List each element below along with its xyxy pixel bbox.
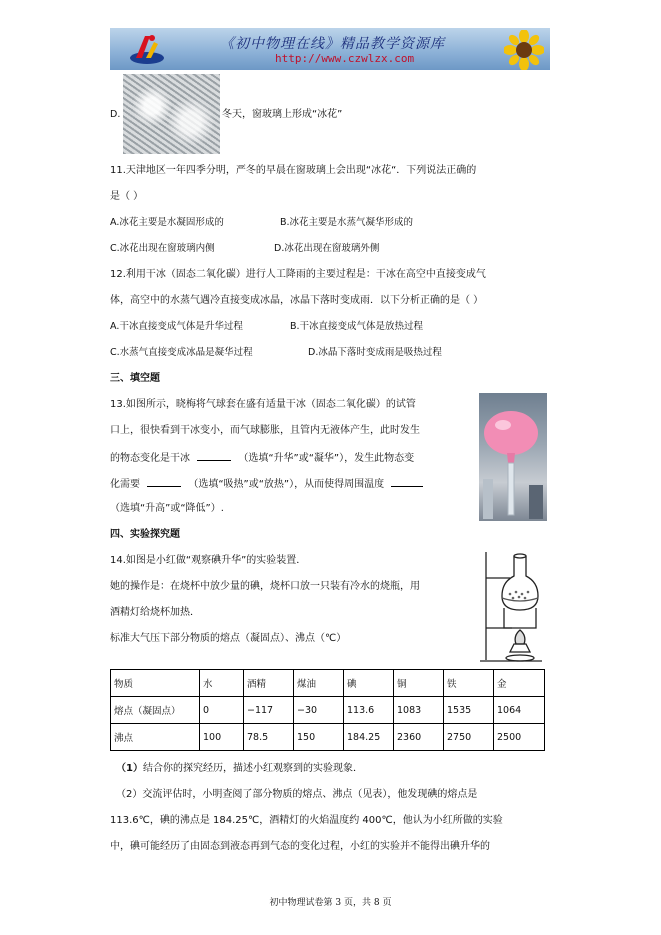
sunflower-icon [504, 30, 544, 70]
q13-line3-start: 的物态变化是干冰 [110, 453, 190, 464]
q13-blank-1[interactable] [197, 450, 231, 461]
table-header-row [111, 670, 545, 697]
table-header-cell: 酒精 [244, 670, 294, 697]
iodine-sublimation-apparatus-icon [480, 548, 545, 666]
section4-heading: 四、实验探究题 [110, 529, 180, 540]
table-cell: 沸点 [111, 724, 200, 751]
q14-line2: 她的操作是：在烧杯中放少量的碘，烧杯口放一只装有冷水的烧瓶，用 [110, 581, 420, 592]
q12-option-c: C.水蒸气直接变成冰晶是凝华过程 [110, 347, 253, 358]
q12-option-d: D.冰晶下落时变成雨是吸热过程 [308, 347, 442, 358]
q10-option-d-text: 冬天，窗玻璃上形成“冰花” [222, 109, 343, 120]
table-cell: −30 [294, 697, 344, 724]
q12-stem-line2: 体，高空中的水蒸气遇冷直接变成冰晶，冰晶下落时变成雨．以下分析正确的是（ ） [110, 295, 484, 306]
q14-line3: 酒精灯给烧杯加热． [110, 607, 200, 618]
table-header-cell: 碘 [344, 670, 394, 697]
q12-option-a: A.干冰直接变成气体是升华过程 [110, 321, 243, 332]
table-header-cell: 煤油 [294, 670, 344, 697]
table-header-cell: 水 [200, 670, 244, 697]
balloon-experiment-photo [479, 393, 547, 521]
q13-line3-end: （选填“升华”或“凝华”），发生此物态变 [238, 453, 415, 464]
q14-table-caption: 标准大气压下部分物质的熔点（凝固点）、沸点（℃） [110, 633, 347, 644]
q13-line4 [110, 476, 423, 492]
q13-line2: 口上，很快看到干冰变小，而气球膨胀，且管内无液体产生，此时发生 [110, 425, 420, 436]
table-cell: 2500 [494, 724, 545, 751]
q13-line4-mid: （选填“吸热”或“放热”），从而使得周围温度 [188, 479, 385, 490]
section3-heading: 三、填空题 [110, 373, 160, 384]
table-row [111, 724, 545, 751]
q14-sub2-line1: （2）交流评估时，小明查阅了部分物质的熔点、沸点（见表），他发现碘的熔点是 [116, 789, 478, 800]
table-cell: 184.25 [344, 724, 394, 751]
q14-sub1 [116, 762, 363, 776]
table-row [111, 697, 545, 724]
table-header-cell: 金 [494, 670, 545, 697]
q14-sub2-line3: 中，碘可能经历了由固态到液态再到气态的变化过程，小红的实验并不能得出碘升华的 [110, 841, 490, 852]
q11-option-d: D.冰花出现在窗玻璃外侧 [274, 243, 380, 254]
table-cell: 1083 [394, 697, 444, 724]
table-cell: 1535 [444, 697, 494, 724]
table-cell: 0 [200, 697, 244, 724]
q11-option-c: C.冰花出现在窗玻璃内侧 [110, 243, 215, 254]
q14-sub1-text: 结合你的探究经历，描述小红观察到的实验现象． [142, 763, 363, 774]
table-cell: 2360 [394, 724, 444, 751]
balloon-on-test-tube-icon [479, 393, 547, 521]
q12-stem-line1: 12.利用干冰（固态二氧化碳）进行人工降雨的主要过程是：干冰在高空中直接变成气 [110, 269, 486, 280]
q11-stem-line1: 11.天津地区一年四季分明，严冬的早晨在窗玻璃上会出现“冰花“．下列说法正确的 [110, 165, 477, 176]
q13-line1: 13.如图所示，晓梅将气球套在盛有适量干冰（固态二氧化碳）的试管 [110, 399, 416, 410]
site-logo-icon [128, 32, 166, 66]
q13-line3 [110, 450, 414, 466]
table-cell: 1064 [494, 697, 545, 724]
page-footer: 初中物理试卷第 3 页，共 8 页 [269, 898, 392, 908]
table-cell: 2750 [444, 724, 494, 751]
q14-line1: 14.如图是小红做“观察碘升华”的实验装置． [110, 555, 307, 566]
q11-option-b: B.冰花主要是水蒸气凝华形成的 [280, 217, 414, 228]
frost-pattern-image [123, 74, 220, 154]
q10-option-d-letter: D. [110, 109, 121, 120]
table-cell: 100 [200, 724, 244, 751]
q13-line5: （选填“升高”或“降低”）. [110, 503, 224, 514]
q14-sub2-line2: 113.6℃，碘的沸点是 184.25℃，酒精灯的火焰温度约 400℃，他认为小红所做的实验 [110, 815, 503, 826]
table-cell: 113.6 [344, 697, 394, 724]
q11-stem-line2: 是（ ） [110, 191, 144, 202]
banner-url[interactable]: http://www.czwlzx.com [275, 52, 415, 65]
table-header-cell: 铁 [444, 670, 494, 697]
header-banner [110, 28, 550, 70]
q12-option-b: B.干冰直接变成气体是放热过程 [290, 321, 424, 332]
table-cell: 熔点（凝固点） [111, 697, 200, 724]
table-cell: −117 [244, 697, 294, 724]
q14-sub1-number: （1） [116, 763, 143, 774]
table-header-cell: 铜 [394, 670, 444, 697]
table-cell: 78.5 [244, 724, 294, 751]
table-header-cell: 物质 [111, 670, 200, 697]
table-cell: 150 [294, 724, 344, 751]
q13-blank-3[interactable] [391, 476, 423, 487]
melting-boiling-point-table [110, 669, 545, 751]
q13-blank-2[interactable] [147, 476, 181, 487]
q11-option-a: A.冰花主要是水凝固形成的 [110, 217, 224, 228]
q13-line4-start: 化需要 [110, 479, 140, 490]
banner-title: 《初中物理在线》精品教学资源库 [220, 36, 445, 52]
